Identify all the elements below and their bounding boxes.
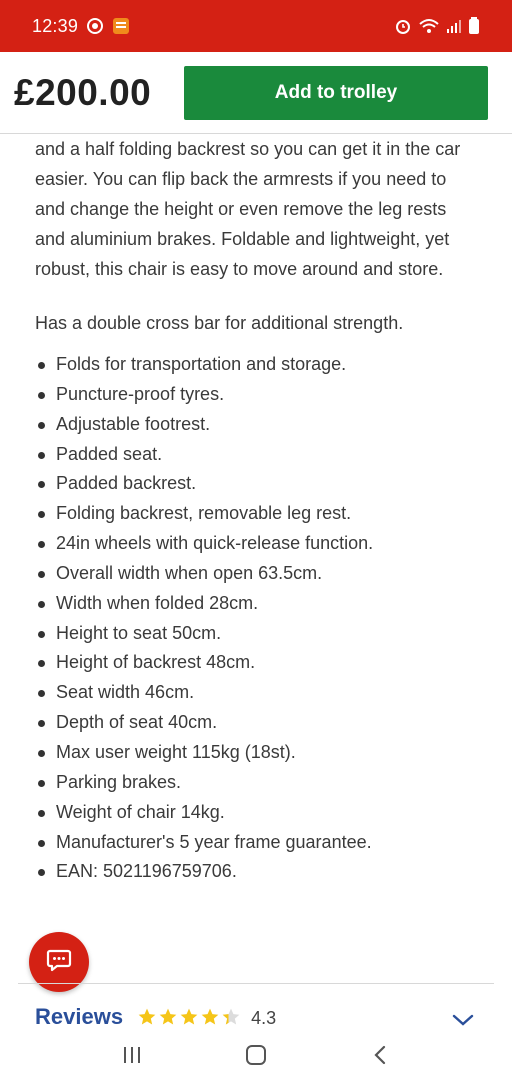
wifi-icon <box>418 17 440 35</box>
feature-list-item: Weight of chair 14kg. <box>35 798 475 828</box>
add-to-trolley-button[interactable]: Add to trolley <box>184 66 488 120</box>
reviews-heading: Reviews <box>35 1004 124 1028</box>
whatsapp-icon <box>86 17 104 35</box>
star-rating <box>137 1007 241 1027</box>
reviews-accordion[interactable] <box>35 998 475 1028</box>
status-time: 12:39 <box>32 15 79 36</box>
home-button[interactable] <box>236 1035 276 1075</box>
star-icon <box>179 1007 199 1027</box>
feature-list-item: Padded backrest. <box>35 469 475 499</box>
star-icon <box>200 1007 220 1027</box>
alarm-icon <box>394 17 412 35</box>
home-icon <box>244 1043 268 1067</box>
signal-icon <box>446 18 462 34</box>
feature-list-item: Folds for transportation and storage. <box>35 350 475 380</box>
description-paragraph: and a half folding backrest so you can get it in the car easier. You can flip back the armrests if you need to and change the height or even remove the leg rests and aluminium brakes. Foldable and lightweight, yet robust, this chair is easy to move around and store. <box>35 139 461 279</box>
feature-list-item: Puncture-proof tyres. <box>35 380 475 410</box>
feature-list <box>35 350 475 887</box>
section-divider <box>18 983 494 984</box>
feature-list-item: Parking brakes. <box>35 768 475 798</box>
battery-icon <box>468 17 480 35</box>
sticky-price-bar <box>0 52 512 134</box>
star-icon <box>137 1007 157 1027</box>
feature-list-item: Height to seat 50cm. <box>35 619 475 649</box>
feature-list-item: Folding backrest, removable leg rest. <box>35 499 475 529</box>
product-description <box>35 134 475 887</box>
chevron-down-icon[interactable] <box>451 1008 475 1028</box>
feature-list-item: Seat width 46cm. <box>35 678 475 708</box>
status-bar <box>0 0 512 52</box>
back-icon <box>369 1044 391 1066</box>
feature-list-item: EAN: 5021196759706. <box>35 857 475 887</box>
chat-icon <box>46 947 72 978</box>
system-navigation-bar <box>0 1028 512 1081</box>
back-button[interactable] <box>360 1035 400 1075</box>
feature-list-item: 24in wheels with quick-release function. <box>35 529 475 559</box>
feature-list-item: Max user weight 115kg (18st). <box>35 738 475 768</box>
feature-list-item: Adjustable footrest. <box>35 410 475 440</box>
star-icon <box>158 1007 178 1027</box>
rating-value: 4.3 <box>251 1008 277 1028</box>
feature-list-item: Height of backrest 48cm. <box>35 648 475 678</box>
product-price: £200.00 <box>14 71 152 113</box>
feature-list-item: Padded seat. <box>35 440 475 470</box>
feature-list-item: Width when folded 28cm. <box>35 589 475 619</box>
recent-apps-icon <box>121 1044 143 1066</box>
feature-list-item: Manufacturer's 5 year frame guarantee. <box>35 828 475 858</box>
recent-apps-button[interactable] <box>112 1035 152 1075</box>
news-app-icon <box>112 17 130 35</box>
star-half-icon <box>221 1007 241 1027</box>
description-paragraph: Has a double cross bar for additional strength. <box>35 313 404 333</box>
feature-list-item: Overall width when open 63.5cm. <box>35 559 475 589</box>
feature-list-item: Depth of seat 40cm. <box>35 708 475 738</box>
